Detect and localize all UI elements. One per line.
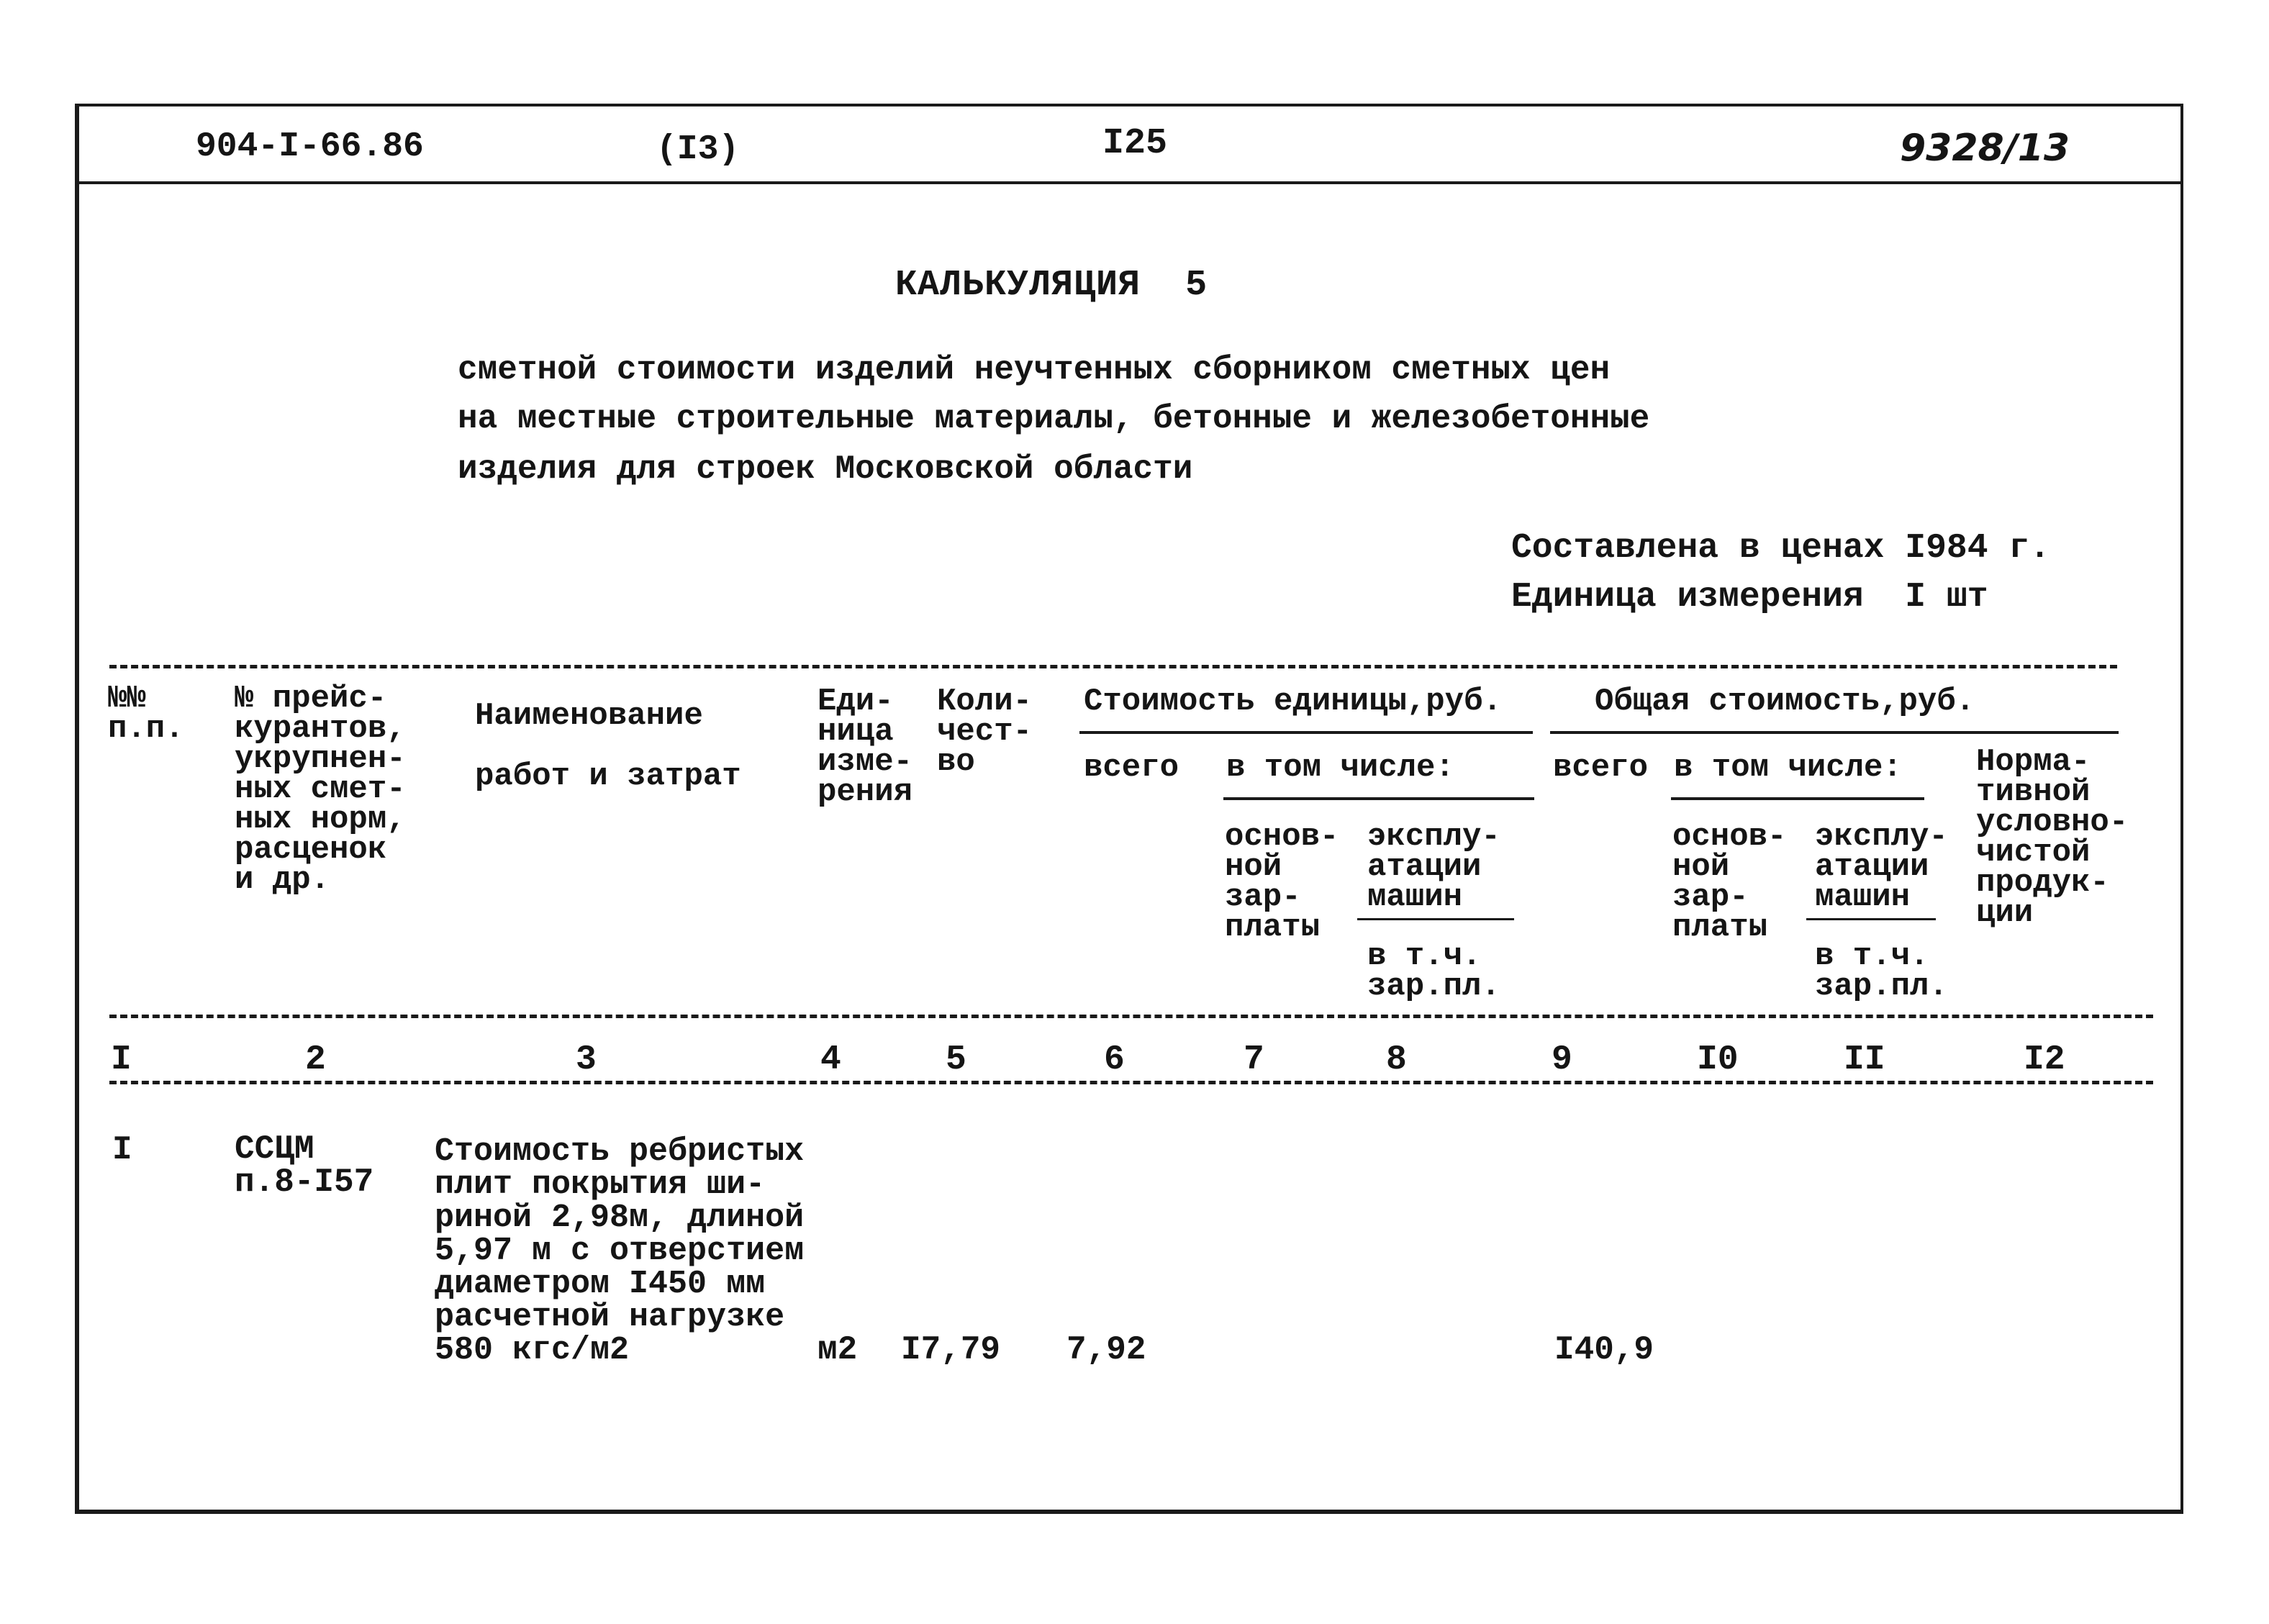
column-number: 8 [1386, 1040, 1407, 1079]
column-number: I0 [1697, 1040, 1739, 1079]
header-total-total: всего [1553, 750, 1649, 786]
total-incl-underline [1671, 797, 1924, 800]
page-number: I25 [1102, 123, 1168, 164]
header-unit-machines-wages: в т.ч. зар.пл. [1367, 938, 1500, 1004]
header-quantity: Коли- чест- во [937, 684, 1033, 780]
column-number: 5 [946, 1040, 966, 1079]
header-unit-total: всего [1084, 750, 1179, 786]
project-code: 904-I-66.86 [196, 127, 424, 166]
header-total-incl: в том числе: [1674, 750, 1902, 786]
unit-note: Единица измерения I шт [1511, 578, 1988, 617]
header-bottom-rule [109, 1015, 2153, 1018]
column-number: 9 [1552, 1040, 1572, 1079]
row-quantity: I7,79 [901, 1331, 1001, 1369]
header-total-cost-group: Общая стоимость,руб. [1595, 684, 1975, 720]
unit-machines-underline [1357, 918, 1514, 920]
column-number: 3 [576, 1040, 597, 1079]
table-top-rule [109, 665, 2117, 668]
header-row-number: №№ п.п. [108, 681, 184, 747]
section-number: (I3) [656, 130, 740, 169]
unit-incl-underline [1223, 797, 1534, 800]
row-unit-total: 7,92 [1066, 1331, 1146, 1369]
column-number: 2 [305, 1040, 326, 1079]
column-number: 6 [1104, 1040, 1125, 1079]
total-cost-underline [1550, 731, 2119, 734]
sheet-code: 9328/13 [1900, 127, 2070, 170]
header-total-wages: основ- ной зар- платы [1672, 819, 1787, 945]
column-number: I [111, 1040, 132, 1079]
document-title: КАЛЬКУЛЯЦИЯ 5 [895, 265, 1208, 306]
unit-cost-underline [1079, 731, 1533, 734]
header-name: Наименование работ и затрат [475, 698, 741, 794]
subtitle-line-1: сметной стоимости изделий неучтенных сборником сметных цен [458, 351, 1611, 389]
subtitle-line-2: на местные строительные материалы, бетонные и железобетонные [458, 400, 1650, 437]
subtitle-line-3: изделия для строек Московской области [458, 450, 1193, 488]
header-normative: Норма- тивной условно- чистой продук- ции [1976, 744, 2129, 931]
row-reference: ССЦМ п.8-I57 [235, 1130, 374, 1201]
header-unit-cost-group: Стоимость единицы,руб. [1084, 684, 1502, 720]
header-total-machines-wages: в т.ч. зар.пл. [1815, 938, 1948, 1004]
row-unit: м2 [818, 1331, 858, 1369]
row-total: I40,9 [1554, 1331, 1654, 1369]
header-price-list: № прейс- курантов, укрупнен- ных смет- ных норм, расценок и др. [235, 681, 406, 898]
column-number: 7 [1244, 1040, 1264, 1079]
header-divider [78, 181, 2182, 184]
column-number: II [1844, 1040, 1885, 1079]
header-unit-machines: эксплу- атации машин [1367, 819, 1500, 915]
row-number: I [112, 1131, 132, 1169]
total-machines-underline [1806, 918, 1936, 920]
column-number: I2 [2024, 1040, 2065, 1079]
header-unit-incl: в том числе: [1226, 750, 1454, 786]
header-total-machines: эксплу- атации машин [1815, 819, 1948, 915]
row-name: Стоимость ребристых плит покрытия ши- риной 2,98м, длиной 5,97 м с отверстием диаметром I450 мм расчетной нагрузке 580 кгс/м2 [435, 1133, 805, 1369]
prices-note: Составлена в ценах I984 г. [1511, 529, 2050, 568]
header-unit-wages: основ- ной зар- платы [1225, 819, 1339, 945]
column-numbers-rule [109, 1081, 2153, 1084]
header-unit: Еди- ница изме- рения [818, 684, 913, 810]
column-number: 4 [820, 1040, 841, 1079]
